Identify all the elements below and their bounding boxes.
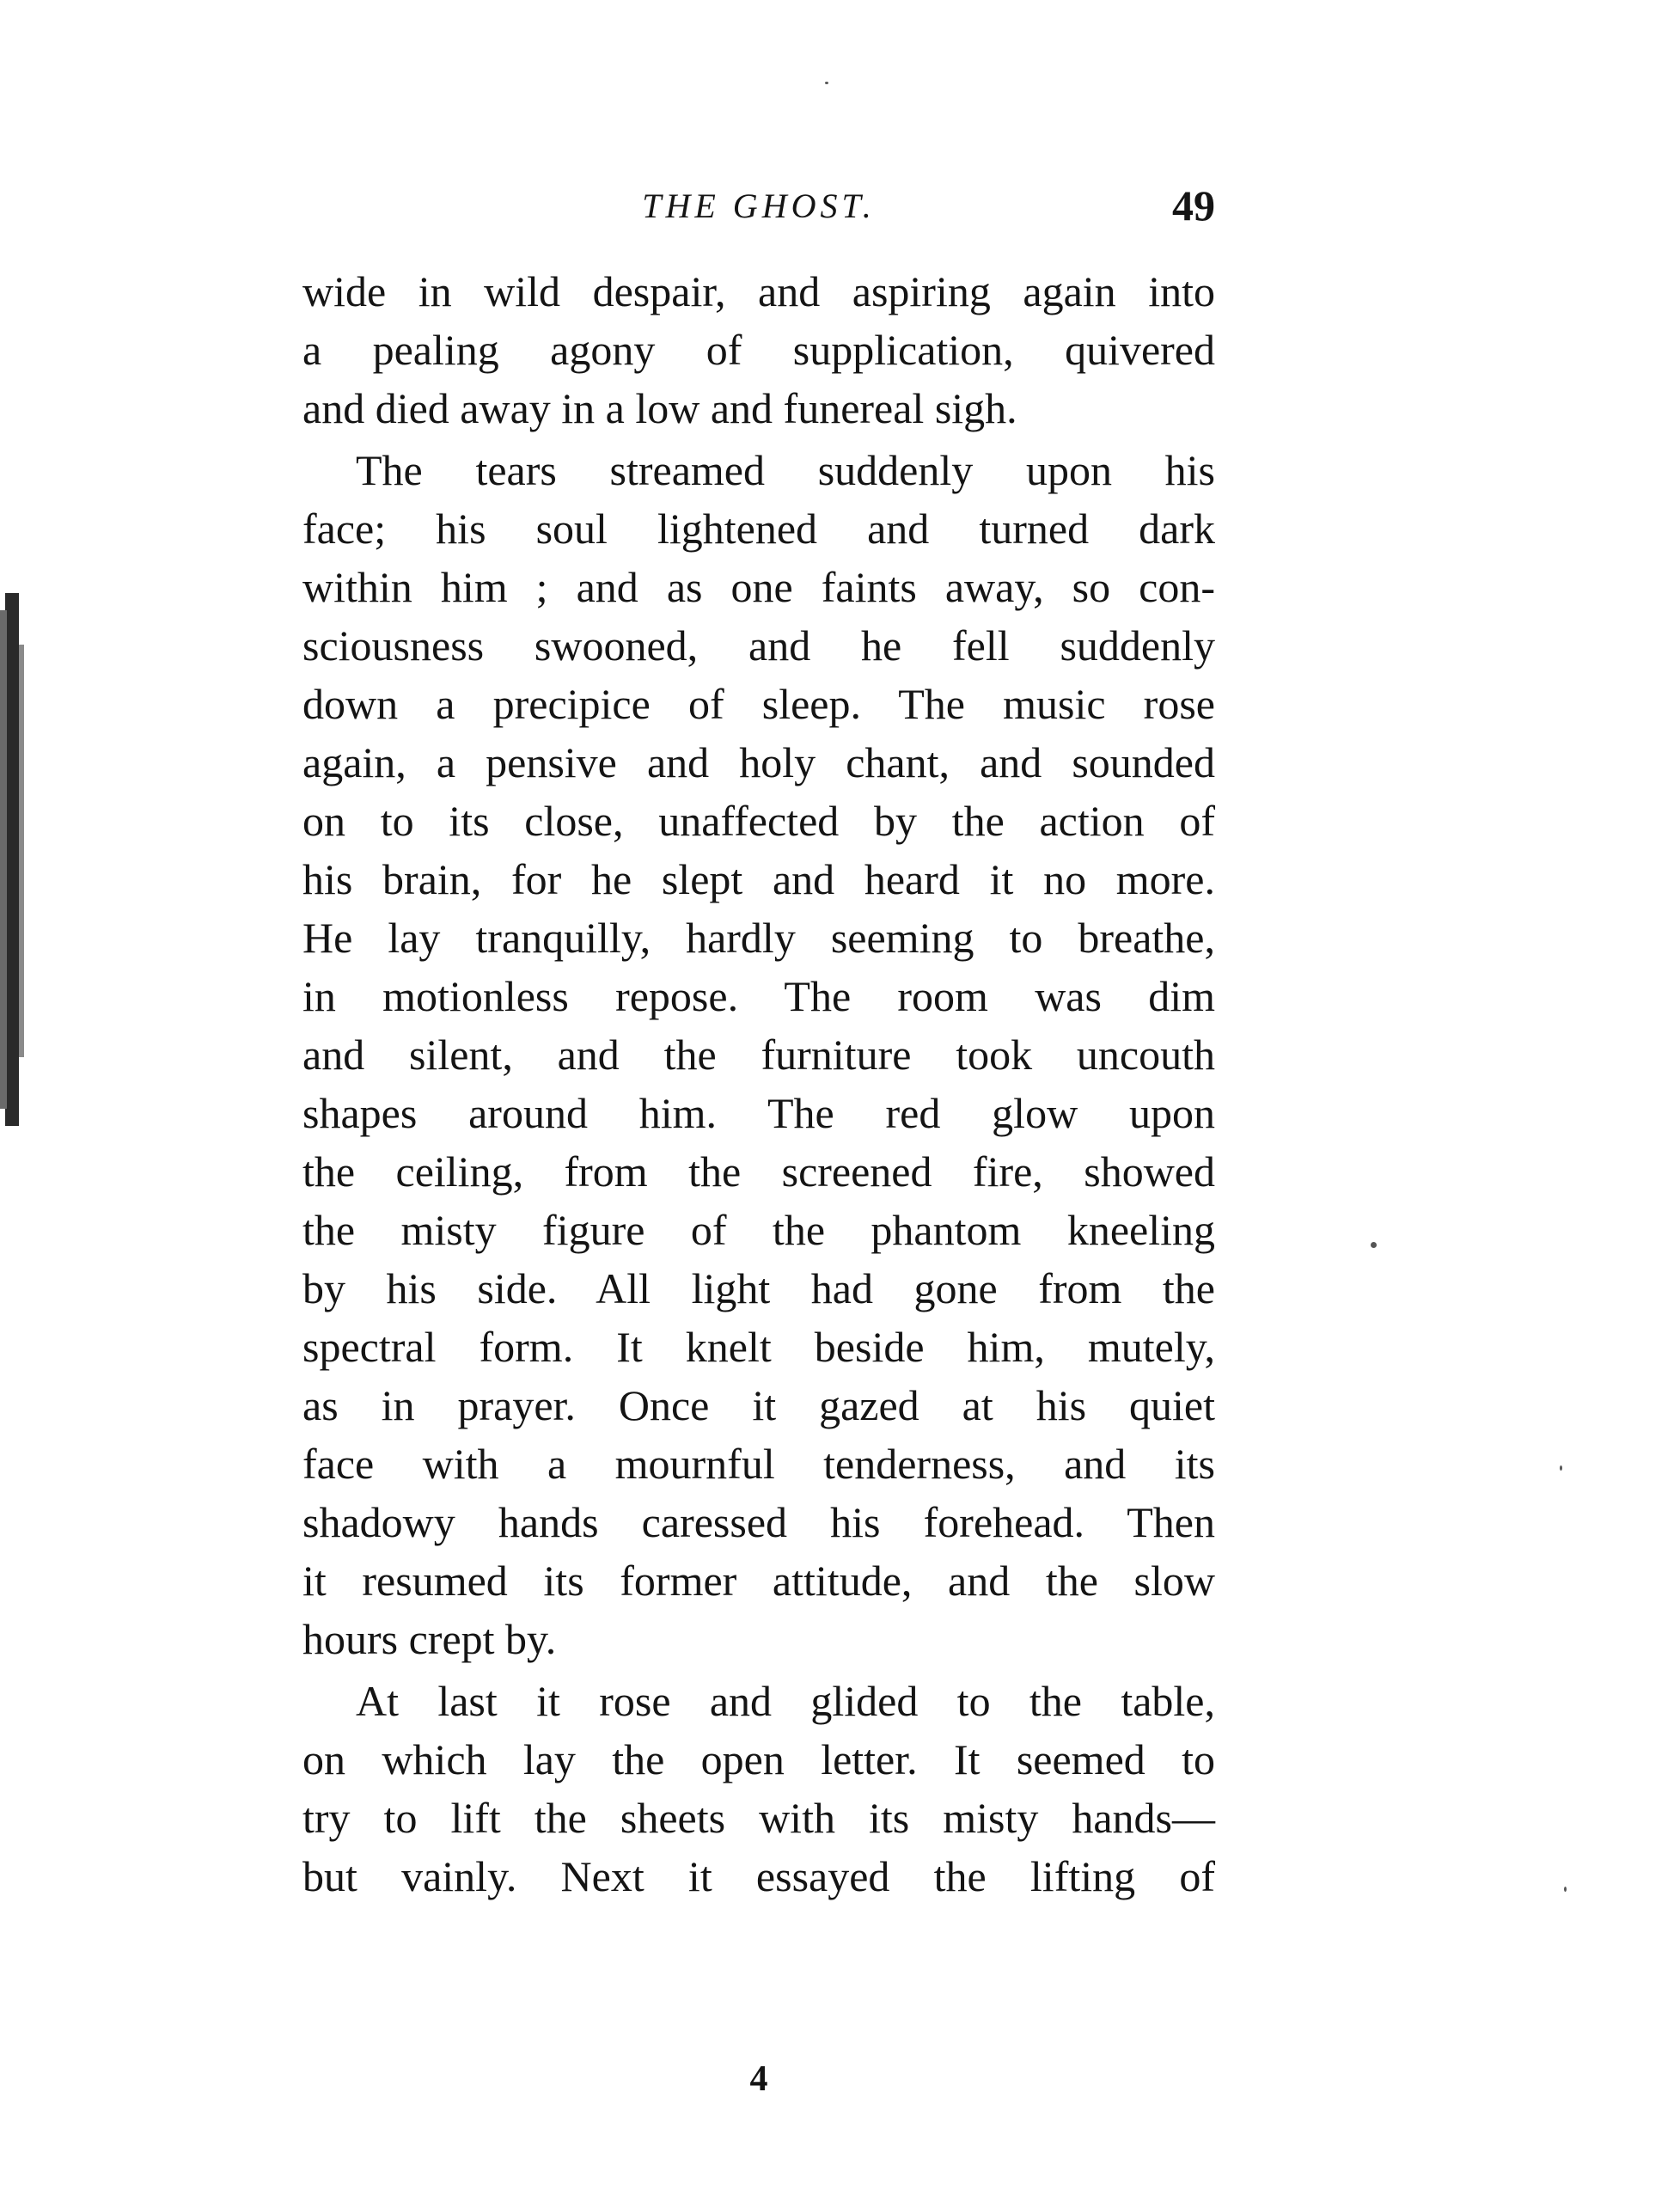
page-edge-shadow	[0, 593, 34, 1126]
text-line: spectral form. It knelt beside him, mutely,	[302, 1323, 1215, 1371]
paragraph	[302, 441, 1215, 1668]
ink-speck	[825, 82, 828, 84]
text-line: again, a pensive and holy chant, and sounded	[302, 738, 1215, 786]
paragraph	[302, 1672, 1215, 1906]
text-line: on which lay the open letter. It seemed to	[302, 1735, 1215, 1783]
text-line: try to lift the sheets with its misty hands—	[302, 1794, 1215, 1842]
body-text	[302, 262, 1215, 1906]
text-line: shapes around him. The red glow upon	[302, 1089, 1215, 1137]
signature-mark: 4	[749, 2059, 768, 2099]
ink-speck	[1560, 1465, 1562, 1471]
page-number: 49	[1172, 181, 1215, 229]
text-line: wide in wild despair, and aspiring again into	[302, 267, 1215, 315]
ink-speck	[1564, 1887, 1567, 1892]
text-line: within him ; and as one faints away, so con-	[302, 563, 1215, 611]
text-line: face with a mournful tenderness, and its	[302, 1440, 1215, 1488]
text-line: face; his soul lightened and turned dark	[302, 505, 1215, 553]
text-line: sciousness swooned, and he fell suddenly	[302, 621, 1215, 670]
text-line: his brain, for he slept and heard it no more.	[302, 855, 1215, 903]
text-line: down a precipice of sleep. The music rose	[302, 680, 1215, 728]
running-head	[302, 180, 1215, 232]
text-line: the misty figure of the phantom kneeling	[302, 1206, 1215, 1254]
text-line: The tears streamed suddenly upon his	[356, 446, 1215, 494]
text-line: by his side. All light had gone from the	[302, 1264, 1215, 1312]
text-line: but vainly. Next it essayed the lifting of	[302, 1852, 1215, 1900]
text-line: as in prayer. Once it gazed at his quiet	[302, 1381, 1215, 1429]
text-line: and died away in a low and funereal sigh.	[302, 384, 1017, 432]
text-line: shadowy hands caressed his forehead. Then	[302, 1498, 1215, 1546]
text-line: At last it rose and glided to the table,	[356, 1677, 1215, 1725]
text-line: He lay tranquilly, hardly seeming to breathe,	[302, 914, 1215, 962]
text-line: on to its close, unaffected by the action of	[302, 797, 1215, 845]
text-line: the ceiling, from the screened fire, showed	[302, 1147, 1215, 1196]
paragraph	[302, 262, 1215, 437]
text-line: in motionless repose. The room was dim	[302, 972, 1215, 1020]
ink-speck	[1371, 1242, 1377, 1248]
text-line: a pealing agony of supplication, quivered	[302, 326, 1215, 374]
text-line: it resumed its former attitude, and the slow	[302, 1557, 1215, 1605]
running-title: THE GHOST.	[642, 187, 876, 225]
text-line: hours crept by.	[302, 1615, 557, 1663]
text-line: and silent, and the furniture took uncouth	[302, 1031, 1215, 1079]
